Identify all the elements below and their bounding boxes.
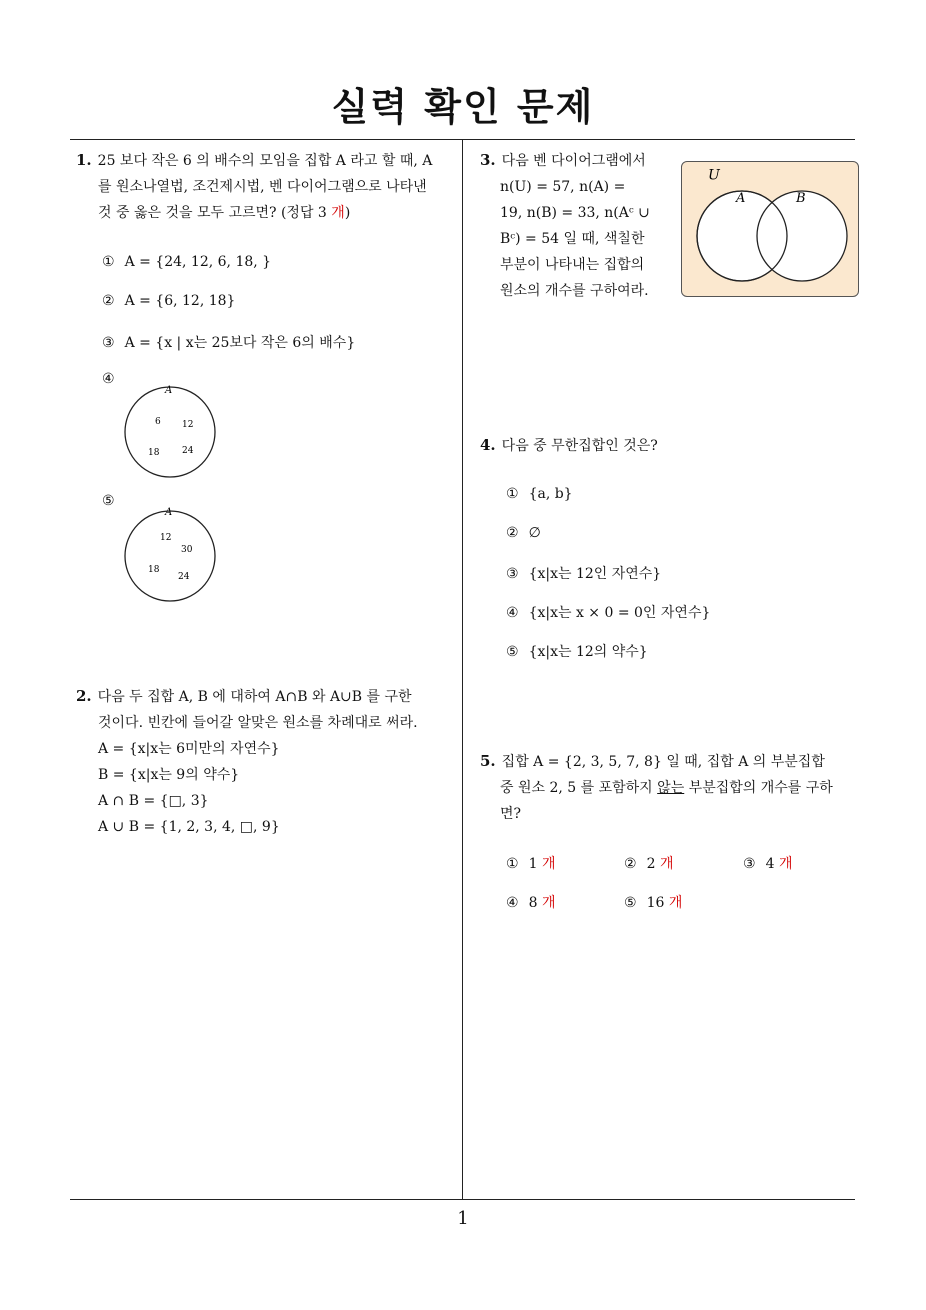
set-label: A <box>165 385 173 396</box>
question-2 <box>76 683 458 840</box>
element: 18 <box>148 448 160 458</box>
q4-choice-2[interactable]: ② ∅ <box>506 525 541 541</box>
q4-choice-5[interactable]: ⑤ {x|x는 12의 약수} <box>506 644 648 660</box>
q4-choice-3[interactable]: ③ {x|x는 12인 자연수} <box>506 566 662 582</box>
underlined-word: 않는 <box>657 780 685 796</box>
q2-line1: 다음 두 집합 A, B 에 대하여 A∩B 와 A∪B 를 구한 <box>97 689 412 705</box>
q1-venn-5 <box>120 502 220 602</box>
q3-venn-diagram <box>681 161 859 297</box>
question-3 <box>480 147 675 304</box>
q5-choice-2[interactable]: ② 2 개 <box>624 856 674 872</box>
q3-line2: n(U) = 57, n(A) = <box>500 179 626 195</box>
q1-choice-2[interactable]: ② A = {6, 12, 18} <box>102 293 236 309</box>
bottom-rule <box>70 1199 855 1200</box>
q3-line3: 19, n(B) = 33, n(Aᶜ ∪ <box>500 205 650 221</box>
question-1 <box>76 147 458 226</box>
page-title: 실력 확인 문제 <box>331 85 595 129</box>
column-divider <box>462 140 463 1200</box>
q1-line2: 를 원소나열법, 조건제시법, 벤 다이어그램으로 나타낸 <box>98 179 427 195</box>
q2-line2: 것이다. 빈칸에 들어갈 알맞은 원소를 차례대로 써라. <box>98 715 418 731</box>
q5-choice-5[interactable]: ⑤ 16 개 <box>624 895 683 911</box>
element: 12 <box>182 420 194 430</box>
question-number: 1. <box>76 151 92 169</box>
q2-line6: A ∪ B = {1, 2, 3, 4, □, 9} <box>98 819 280 835</box>
question-number: 4. <box>480 436 496 454</box>
set-label: A <box>165 507 173 518</box>
question-number: 2. <box>76 687 92 705</box>
q1-choice-1[interactable]: ① A = {24, 12, 6, 18, } <box>102 254 272 270</box>
q5-line1: 집합 A = {2, 3, 5, 7, 8} 일 때, 집합 A 의 부분집합 <box>501 754 825 770</box>
element: 30 <box>181 545 193 555</box>
q3-line1: 다음 벤 다이어그램에서 <box>501 153 646 169</box>
universe-label: U <box>708 167 720 184</box>
q5-choice-1[interactable]: ① 1 개 <box>506 856 556 872</box>
q1-choice-5[interactable]: ⑤ <box>102 493 115 509</box>
q3-line6: 원소의 개수를 구하여라. <box>500 283 649 299</box>
q5-line3: 면? <box>500 806 522 822</box>
q2-line3: A = {x|x는 6미만의 자연수} <box>98 741 280 757</box>
element: 18 <box>148 565 160 575</box>
q1-choice-3[interactable]: ③ A = {x | x는 25보다 작은 6의 배수} <box>102 335 356 351</box>
element: 24 <box>178 572 190 582</box>
element: 6 <box>155 417 161 427</box>
element: 24 <box>182 446 194 456</box>
set-a-label: A <box>736 191 746 206</box>
question-number: 3. <box>480 151 496 169</box>
q4-choice-4[interactable]: ④ {x|x는 x × 0 = 0인 자연수} <box>506 605 711 621</box>
q2-line5: A ∩ B = {□, 3} <box>98 793 209 809</box>
venn-svg <box>682 162 858 296</box>
q1-line1: 25 보다 작은 6 의 배수의 모임을 집합 A 라고 할 때, A <box>97 153 433 169</box>
question-number: 5. <box>480 752 496 770</box>
q3-line4: Bᶜ) = 54 일 때, 색칠한 <box>500 231 645 247</box>
q3-line5: 부분이 나타내는 집합의 <box>500 257 645 273</box>
q1-choice-4[interactable]: ④ <box>102 371 115 387</box>
q5-line2: 중 원소 2, 5 를 포함하지 않는 부분집합의 개수를 구하 <box>500 780 833 796</box>
set-b-label: B <box>796 191 806 206</box>
q4-line1: 다음 중 무한집합인 것은? <box>501 438 658 454</box>
question-4 <box>480 432 860 459</box>
q5-choice-3[interactable]: ③ 4 개 <box>743 856 793 872</box>
q1-venn-4 <box>120 380 220 480</box>
element: 12 <box>160 533 172 543</box>
question-5 <box>480 748 860 827</box>
page-number: 1 <box>457 1208 469 1229</box>
q4-choice-1[interactable]: ① {a, b} <box>506 486 573 502</box>
q2-line4: B = {x|x는 9의 약수} <box>98 767 240 783</box>
q1-line3: 것 중 옳은 것을 모두 고르면? (정답 3 개) <box>98 205 351 221</box>
q5-choice-4[interactable]: ④ 8 개 <box>506 895 556 911</box>
